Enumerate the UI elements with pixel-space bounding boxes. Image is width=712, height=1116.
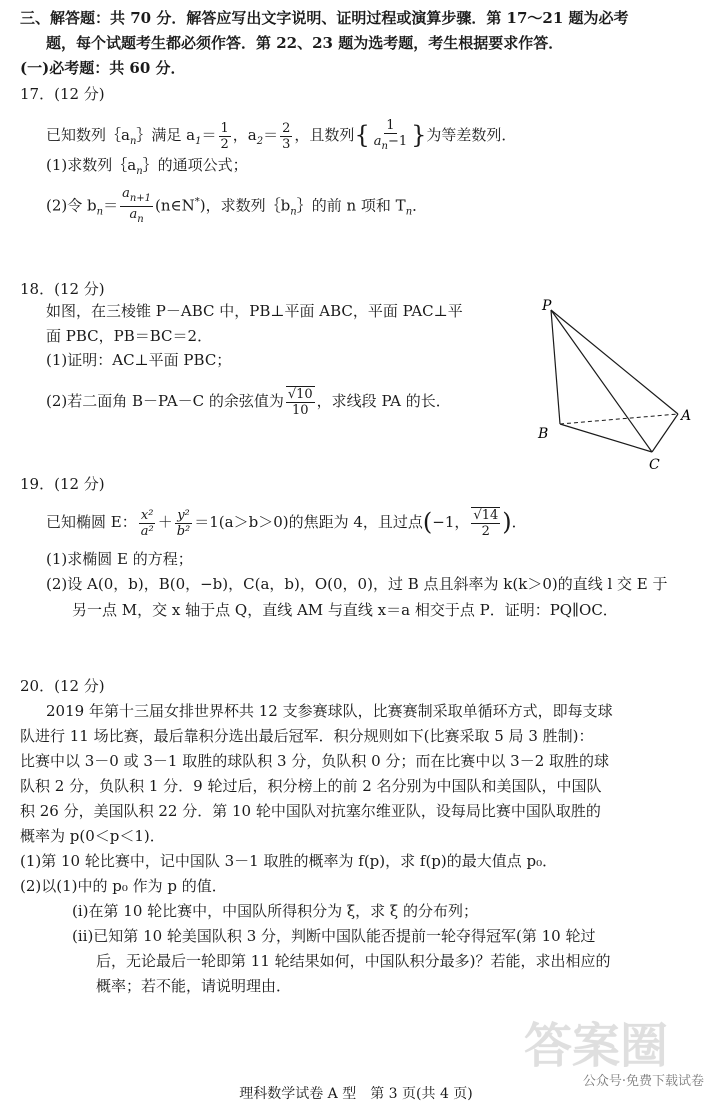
edge-PB [551, 310, 560, 424]
label-P: P [542, 298, 552, 314]
q17-part2: (2)令 $b_n=$ $\frac{a_{n+1}}{a_n}$ (n∈N*)，求数列$\{b_n\}$的前 n 项和 $T_n$． [46, 186, 428, 225]
q20-part2-ii-line2: 后，无论最后一轮即第 11 轮结果如何，中国队积分最多)？若能，求出相应的 [96, 952, 611, 970]
q19-number: 19．(12 分) [20, 475, 105, 493]
page-footer: 理科数学试卷 A 型 第 3 页(共 4 页) [239, 1086, 473, 1102]
q20-line1: 2019 年第十三届女排世界杯共 12 支参赛球队，比赛赛制采取单循环方式，即每支球 [46, 702, 613, 720]
q17-number: 17．(12 分) [20, 85, 105, 103]
edge-BA-hidden [560, 414, 678, 424]
q20-line5: 积 26 分，美国队积 22 分．第 10 轮中国队对抗塞尔维亚队，设每局比赛中国队取胜的 [20, 802, 601, 820]
label-B: B [538, 426, 549, 442]
q19-stem: 已知椭圆 E： $\frac{\text{x²}}{\text{a²}}$ ＋ $\frac{\text{y²}}{\text{b²}}$ ＝1(a＞b＞0)的焦距为 4，且过点(−1， $\frac{√14}{2}$ )． [46, 507, 527, 539]
q19-part1: (1)求椭圆 E 的方程； [46, 550, 193, 568]
section-header-line1: 三、解答题：共 70 分．解答应写出文字说明、证明过程或演算步骤．第 17～21 题为必考 [20, 9, 629, 27]
q18-line1: 如图，在三棱锥 P－ABC 中，PB⊥平面 ABC，平面 PAC⊥平 [46, 302, 463, 320]
q20-number: 20．(12 分) [20, 677, 105, 695]
q20-line6: 概率为 p(0＜p＜1)． [20, 827, 165, 845]
q20-line3: 比赛中以 3－0 或 3－1 取胜的球队积 3 分，负队积 0 分；而在比赛中以 3－2 取胜的球 [20, 752, 610, 770]
q20-part2-ii-line1: (ⅱ)已知第 10 轮美国队积 3 分，判断中国队能否提前一轮夺得冠军(第 10 轮过 [72, 927, 596, 945]
q19-part2-line1: (2)设 A(0，b)，B(0，−b)，C(a，b)，O(0，0)，过 B 点且斜率为 k(k＞0)的直线 l 交 E 于 [46, 575, 668, 593]
edge-CA [652, 414, 678, 452]
tetrahedron-figure [528, 292, 700, 474]
q18-line2: 面 PBC，PB＝BC＝2． [46, 327, 213, 345]
q20-line2: 队进行 11 场比赛，最后靠积分选出最后冠军．积分规则如下(比赛采取 5 局 3 胜制)： [20, 727, 594, 745]
label-A: A [681, 408, 692, 424]
edge-BC [560, 424, 652, 452]
q18-number: 18．(12 分) [20, 280, 105, 298]
svg-text:答案圈: 答案圈 [524, 1018, 669, 1074]
q20-part2-i: (ⅰ)在第 10 轮比赛中，中国队所得积分为 ξ，求 ξ 的分布列； [72, 902, 478, 920]
section-subheader: (一)必考题：共 60 分． [20, 59, 186, 77]
q20-line4: 队积 2 分，负队积 1 分．9 轮过后，积分榜上的前 2 名分别为中国队和美国队，中国队 [20, 777, 602, 795]
watermark-caption: 公众号·免费下载试卷 [582, 1074, 704, 1089]
section-header-line2: 题，每个试题考生都必须作答．第 22、23 题为选考题，考生根据要求作答． [46, 34, 564, 52]
q19-part2-line2: 另一点 M，交 x 轴于点 Q，直线 AM 与直线 x＝a 相交于点 P．证明：PQ∥OC． [72, 601, 618, 619]
q20-part1: (1)第 10 轮比赛中，记中国队 3－1 取胜的概率为 f(p)，求 f(p)的最大值点 p₀． [20, 852, 558, 870]
q20-part2: (2)以(1)中的 p₀ 作为 p 的值． [20, 877, 227, 895]
q17-part1: (1)求数列$\{a_n\}$的通项公式； [46, 156, 248, 177]
q20-part2-ii-line3: 概率；若不能，请说明理由． [96, 977, 292, 995]
q18-part2: (2)若二面角 B－PA－C 的余弦值为 $\frac{√10}{10}$ ，求线段 PA 的长． [46, 387, 451, 418]
q18-part1: (1)证明：AC⊥平面 PBC； [46, 351, 232, 369]
q17-stem: 已知数列$\{a_n\}$满足 $a_1=$ $\frac{1}{2}$ ，$a_2=$ $\frac{2}{3}$ ，且数列{ $\frac{1}{a_n-1}$ }为等差数列． [46, 118, 517, 152]
label-C: C [649, 457, 660, 473]
